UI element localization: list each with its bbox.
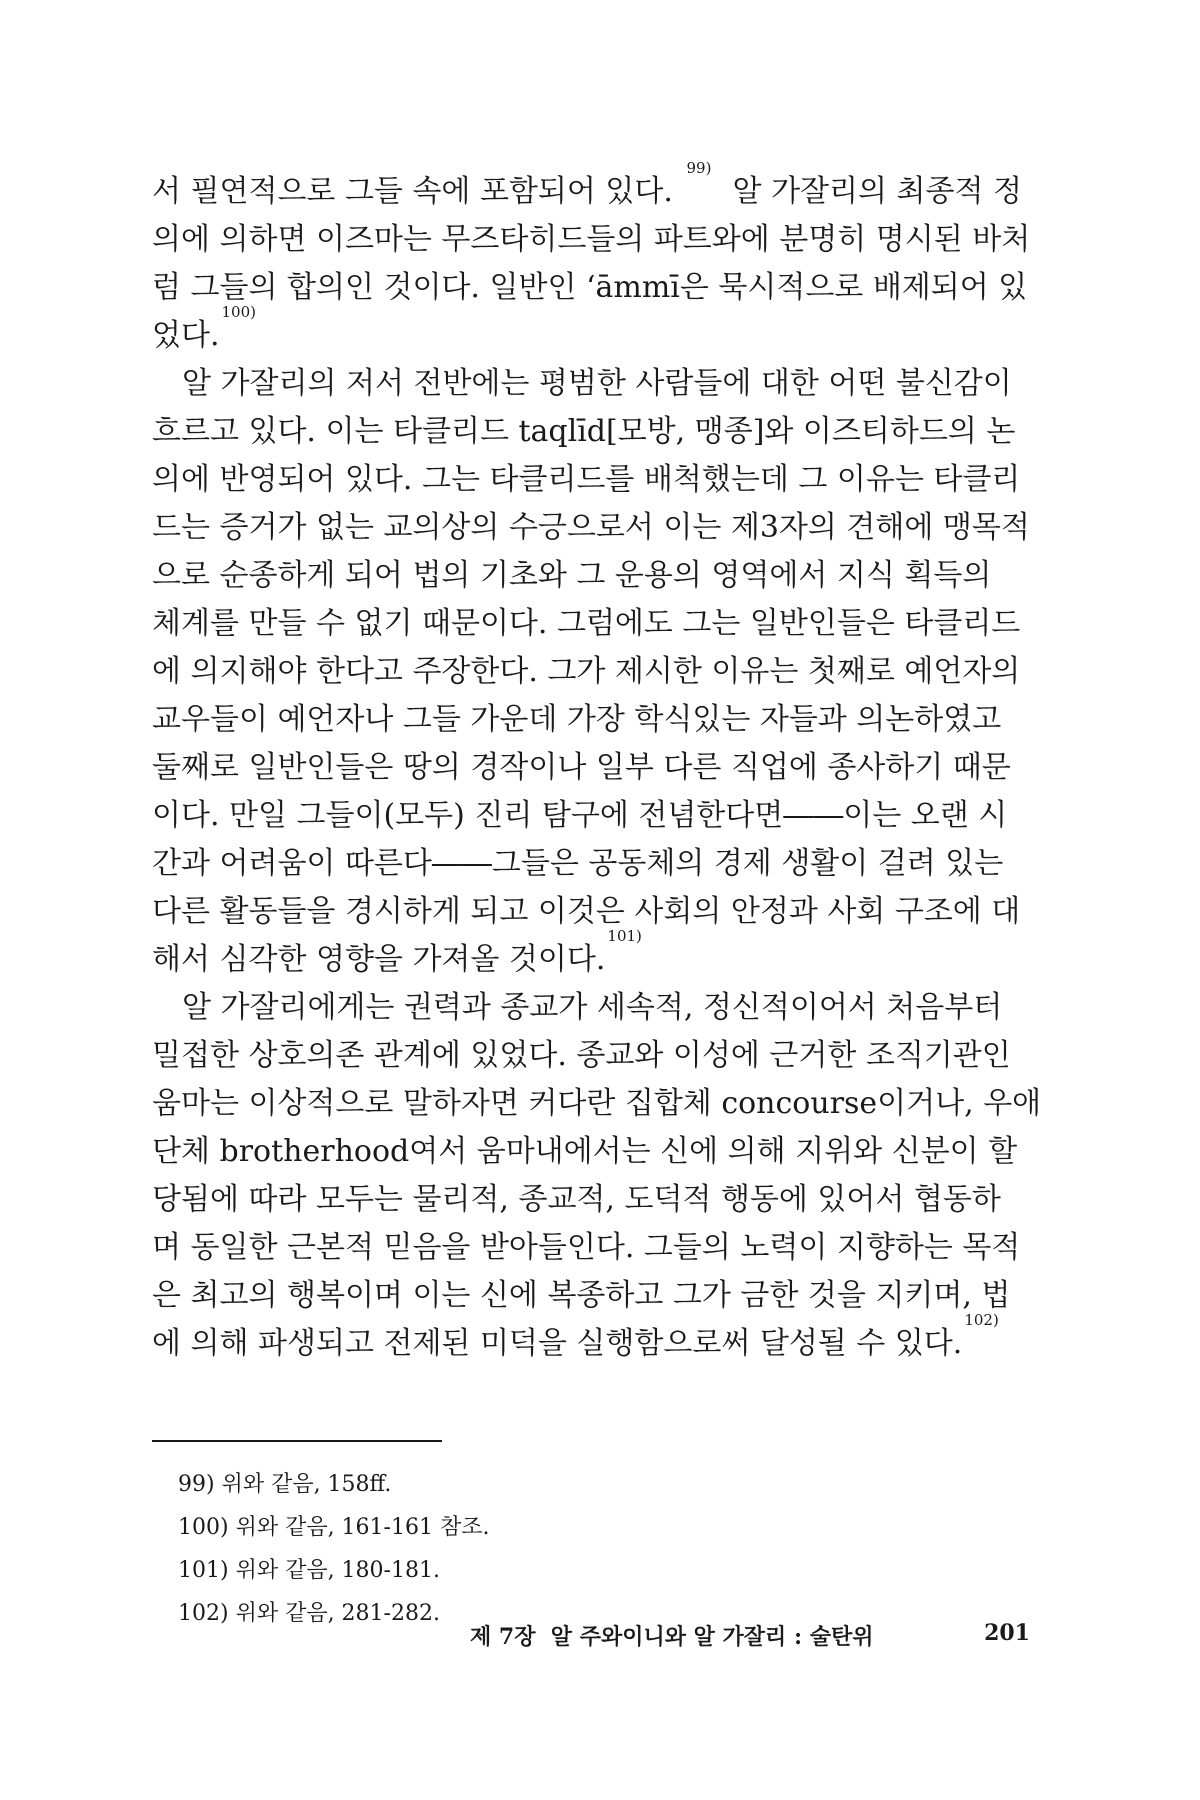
text-line xyxy=(152,696,1022,744)
line-text: 체계를 만들 수 없기 때문이다. 그럼에도 그는 일반인들은 타클리드 xyxy=(152,606,1021,641)
line-text: 교우들이 예언자나 그들 가운데 가장 학식있는 자들과 의논하였고 xyxy=(152,702,1002,737)
text-line xyxy=(152,744,1022,792)
running-footer xyxy=(470,1620,1030,1651)
text-line xyxy=(152,552,1022,600)
line-text: 이다. 만일 그들이(모두) 진리 탐구에 전념한다면――이는 오랜 시 xyxy=(152,798,1008,833)
line-text: 서 필연적으로 그들 속에 포함되어 있다. xyxy=(152,174,673,209)
footnote-marker: 101) xyxy=(607,927,642,945)
footnote-marker: 100) xyxy=(221,303,256,321)
line-text: 알 가잘리의 저서 전반에는 평범한 사람들에 대한 어떤 불신감이 xyxy=(182,366,1012,401)
text-line xyxy=(152,504,1030,552)
line-text: 해서 심각한 영향을 가져올 것이다. xyxy=(152,942,606,977)
line-text: 럼 그들의 합의인 것이다. 일반인 ‘āmmī은 묵시적으로 배제되어 있 xyxy=(152,270,1028,305)
body-text xyxy=(152,159,1042,1368)
text-line xyxy=(152,927,1022,984)
text-line xyxy=(152,792,1022,840)
text-line xyxy=(152,1032,1022,1080)
footnote-marker: 99) xyxy=(686,159,712,177)
line-text: 단체 brotherhood여서 움마내에서는 신에 의해 지위와 신분이 할 xyxy=(152,1134,1018,1169)
line-text: 알 가잘리에게는 권력과 종교가 세속적, 정신적이어서 처음부터 xyxy=(182,990,1003,1025)
text-line xyxy=(152,1128,1022,1176)
line-text: 에 의지해야 한다고 주장한다. 그가 제시한 이유는 첫째로 예언자의 xyxy=(152,654,1021,689)
text-line xyxy=(152,360,1022,408)
footnote-99: 99) 위와 같음, 158ff. xyxy=(178,1472,392,1497)
line-text: 간과 어려움이 따른다――그들은 공동체의 경제 생활이 걸려 있는 xyxy=(152,846,1004,881)
text-line xyxy=(152,216,1031,264)
line-text: 당됨에 따라 모두는 물리적, 종교적, 도덕적 행동에 있어서 협동하 xyxy=(152,1182,1001,1217)
line-text: 다른 활동들을 경시하게 되고 이것은 사회의 안정과 사회 구조에 대 xyxy=(152,894,1021,929)
line-text: 움마는 이상적으로 말하자면 커다란 집합체 concourse이거나, 우애 xyxy=(152,1086,1042,1121)
text-line xyxy=(152,1080,1042,1128)
text-line xyxy=(152,1272,1022,1320)
text-line xyxy=(152,1176,1022,1224)
line-text: 의에 의하면 이즈마는 무즈타히드들의 파트와에 분명히 명시된 바처 xyxy=(152,222,1031,257)
text-line xyxy=(152,888,1022,936)
footnotes xyxy=(178,1463,878,1635)
text-line xyxy=(152,1224,1022,1272)
text-line xyxy=(152,264,1028,312)
line-text: 흐르고 있다. 이는 타클리드 taqlīd[모방, 맹종]와 이즈티하드의 논 xyxy=(152,414,1016,449)
chapter-title: 제 7장 알 주와이니와 알 가잘리 : 술탄위 xyxy=(470,1624,874,1650)
line-text: 밀접한 상호의존 관계에 있었다. 종교와 이성에 근거한 조직기관인 xyxy=(152,1038,1011,1073)
line-text: 었다. xyxy=(152,318,220,353)
line-text: 며 동일한 근본적 믿음을 받아들인다. 그들의 노력이 지향하는 목적 xyxy=(152,1230,1021,1265)
text-line xyxy=(152,456,1022,504)
line-text: 드는 증거가 없는 교의상의 수긍으로서 이는 제3자의 견해에 맹목적 xyxy=(152,510,1030,545)
text-line xyxy=(152,600,1022,648)
line-text: 둘째로 일반인들은 땅의 경작이나 일부 다른 직업에 종사하기 때문 xyxy=(152,750,1011,785)
footnote-marker: 102) xyxy=(964,1311,999,1329)
line-text: 알 가잘리의 최종적 정 xyxy=(723,174,1022,209)
line-text: 은 최고의 행복이며 이는 신에 복종하고 그가 금한 것을 지키며, 법 xyxy=(152,1278,1011,1313)
line-text: 으로 순종하게 되어 법의 기초와 그 운용의 영역에서 지식 획득의 xyxy=(152,558,992,593)
text-line xyxy=(152,159,1022,216)
text-line xyxy=(152,648,1022,696)
footnote-divider xyxy=(152,1440,442,1442)
line-text: 에 의해 파생되고 전제된 미덕을 실행함으로써 달성될 수 있다. xyxy=(152,1326,963,1361)
footnote-101: 101) 위와 같음, 180-181. xyxy=(178,1558,440,1583)
text-line xyxy=(152,984,1022,1032)
line-text: 의에 반영되어 있다. 그는 타클리드를 배척했는데 그 이유는 타클리 xyxy=(152,462,1021,497)
text-line xyxy=(152,303,1022,360)
text-line xyxy=(152,408,1022,456)
page-number: 201 xyxy=(984,1620,1030,1646)
text-line xyxy=(152,1311,1022,1368)
footnote-100: 100) 위와 같음, 161-161 참조. xyxy=(178,1515,490,1540)
footnote-102: 102) 위와 같음, 281-282. xyxy=(178,1601,440,1626)
text-line xyxy=(152,840,1022,888)
